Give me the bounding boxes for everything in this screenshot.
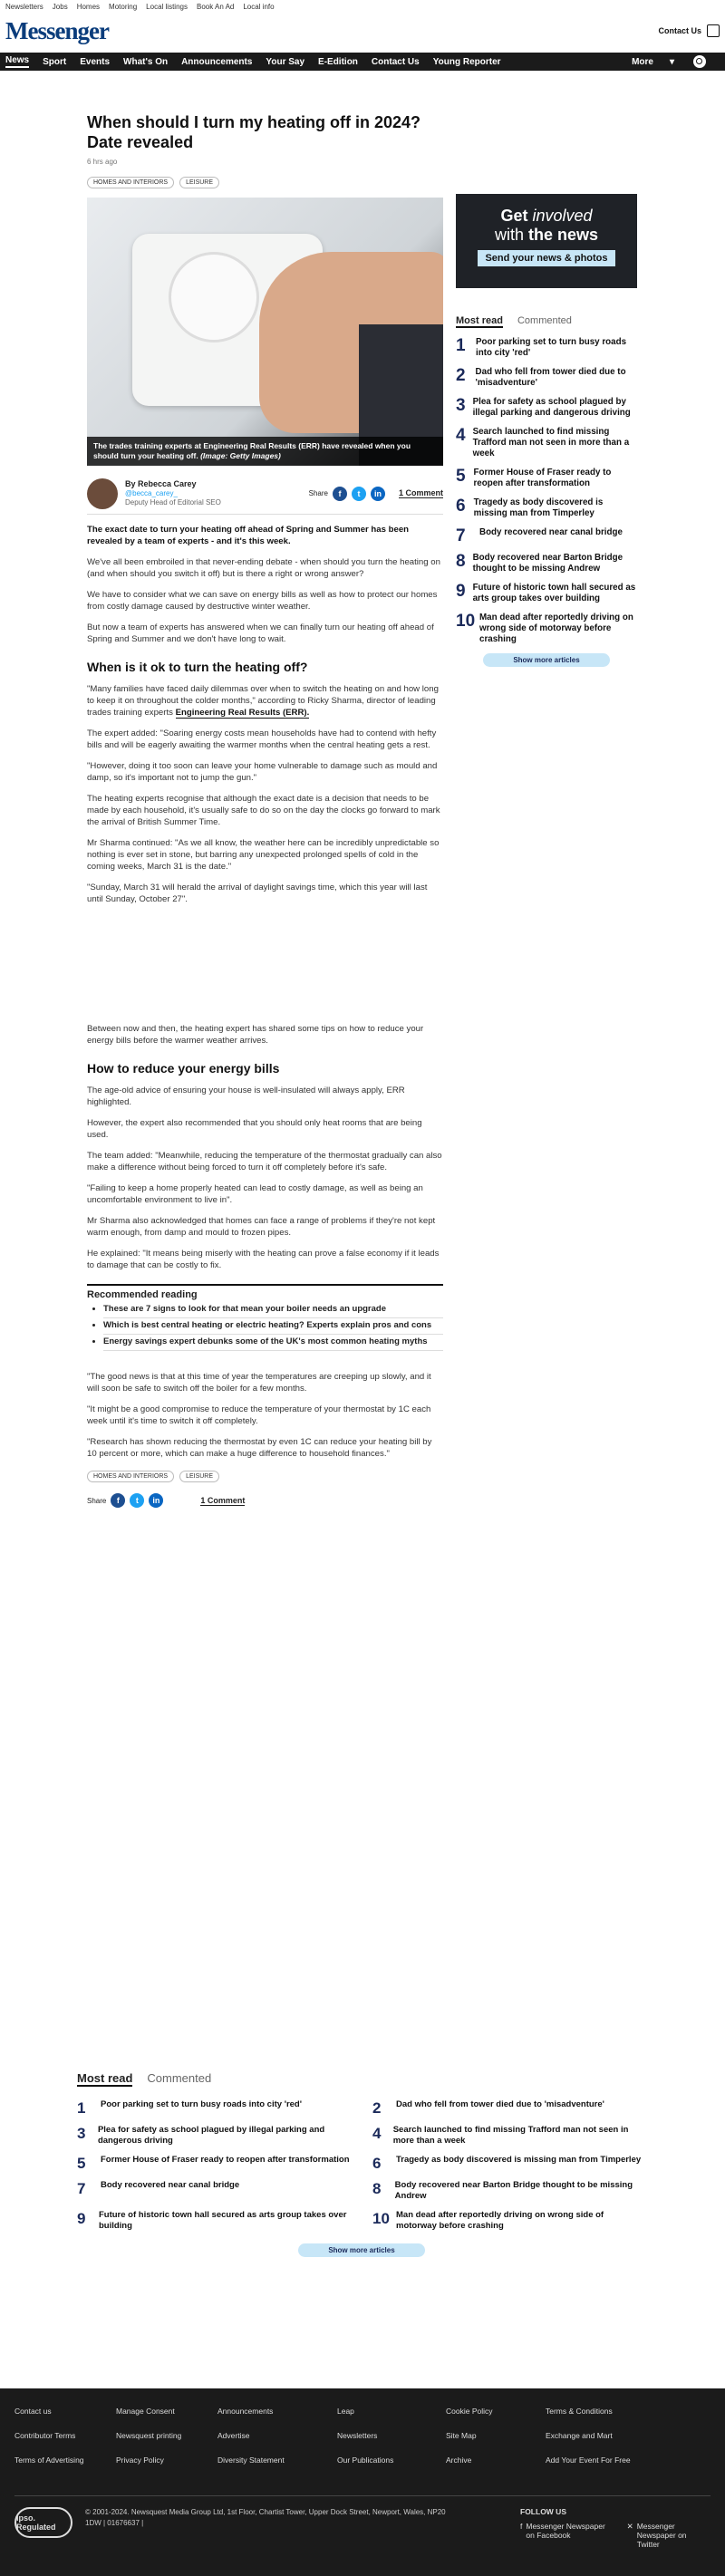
- list-item[interactable]: [456, 468, 637, 489]
- contact-us-link[interactable]: Contact Us: [658, 26, 701, 35]
- paragraph: The heating experts recognise that although the exact date is a decision that needs to be made by each household, it's usually safe to do so on the day the clocks go forward to mark the arrival of British Summer Time.: [87, 794, 440, 827]
- show-more-button[interactable]: Show more articles: [483, 653, 610, 667]
- paragraph: We've all been embroiled in that never-ending debate - when should you turn the heating on (and when should you switch it off) but is there a right or wrong answer?: [87, 557, 440, 579]
- most-read-list: [456, 337, 637, 667]
- headline[interactable]: Poor parking set to turn busy roads into city 'red': [476, 337, 627, 358]
- twitter-icon[interactable]: t: [352, 487, 366, 501]
- list-item[interactable]: [372, 2099, 646, 2117]
- list-item[interactable]: [456, 527, 637, 545]
- newspaper-icon[interactable]: [707, 24, 720, 37]
- recommended-reading: [87, 1284, 443, 1351]
- list-item[interactable]: [77, 2210, 351, 2232]
- paragraph: We have to consider what we can save on energy bills as well as how to protect our homes from costly damage caused by destructive winter weather.: [87, 590, 438, 612]
- author-handle[interactable]: @becca_carey_: [125, 489, 178, 497]
- headline[interactable]: Plea for safety as school plagued by illegal parking and dangerous driving: [472, 397, 631, 418]
- recommended-link[interactable]: • Which is best central heating or electric heating? Experts explain pros and cons: [103, 1320, 443, 1335]
- paragraph: "Research has shown reducing the thermostat by even 1C can reduce your heating bill by 10 percent or more, which can make a huge difference to household finances.": [87, 1437, 432, 1459]
- rank-number: 9: [77, 2210, 86, 2227]
- caption-credit: (Image: Getty Images): [200, 451, 281, 460]
- topbar-link[interactable]: Homes: [76, 2, 101, 11]
- nav-item-e-edition[interactable]: E-Edition: [318, 56, 358, 67]
- paragraph: The team added: "Meanwhile, reducing the temperature of the thermostat gradually can also make a difference without being forced to turn it off completely before it's safe.: [87, 1151, 442, 1172]
- facebook-follow-link[interactable]: [520, 2522, 609, 2549]
- headline[interactable]: Search launched to find missing Trafford man not seen in more than a week: [472, 427, 630, 458]
- caption-text: The trades training experts at Engineering Real Results (ERR) have revealed when you should turn your heating off.: [93, 441, 411, 460]
- headline[interactable]: Search launched to find missing Trafford man not seen in more than a week: [392, 2125, 629, 2146]
- rank-number: 10: [372, 2210, 390, 2227]
- top-utility-bar: [0, 0, 725, 13]
- promo-involved: involved: [532, 207, 593, 225]
- topbar-link[interactable]: Local info: [243, 2, 275, 11]
- topbar-link[interactable]: Jobs: [52, 2, 68, 11]
- topbar-link[interactable]: Local listings: [146, 2, 188, 11]
- list-item[interactable]: [372, 2155, 646, 2172]
- list-item[interactable]: [456, 367, 637, 389]
- footer-link[interactable]: Manage Consent: [116, 2407, 175, 2416]
- share-label: Share: [87, 1496, 107, 1505]
- follow-us: [520, 2507, 710, 2549]
- rank-number: 6: [456, 497, 466, 516]
- nav-item-contact-us[interactable]: Contact Us: [371, 56, 420, 67]
- most-read-tabs: [456, 315, 637, 328]
- rank-number: 5: [456, 467, 466, 486]
- rank-number: 9: [456, 582, 466, 601]
- list-item[interactable]: [456, 613, 637, 645]
- facebook-icon: f: [520, 2522, 523, 2531]
- rank-number: 6: [372, 2155, 382, 2172]
- article-tags-bottom: [87, 1471, 443, 1482]
- footer-link[interactable]: Announcements: [218, 2407, 274, 2416]
- rank-number: 10: [456, 612, 476, 631]
- list-item[interactable]: [456, 337, 637, 359]
- footer-link[interactable]: Add Your Event For Free: [546, 2455, 631, 2465]
- headline[interactable]: Poor parking set to turn busy roads into city 'red': [101, 2099, 302, 2109]
- nav-item-your-say[interactable]: Your Say: [266, 56, 305, 67]
- list-item[interactable]: [456, 397, 637, 419]
- paragraph: The expert added: "Soaring energy costs mean households have had to contend with hefty bills and will be eagerly awaiting the warmer months when the central heating gets a rest.: [87, 728, 437, 750]
- article-body: [87, 524, 443, 1508]
- tab-commented[interactable]: Commented: [517, 315, 572, 326]
- headline[interactable]: Tragedy as body discovered is missing man from Timperley: [473, 497, 604, 518]
- ad-slot: [87, 905, 443, 1014]
- tag-leisure[interactable]: LEISURE: [179, 1471, 219, 1482]
- headline[interactable]: Body recovered near canal bridge: [479, 527, 623, 537]
- masthead: [0, 13, 725, 49]
- tag-homes[interactable]: HOMES AND INTERIORS: [87, 177, 174, 188]
- paragraph: [87, 683, 443, 719]
- headline[interactable]: Plea for safety as school plagued by illegal parking and dangerous driving: [97, 2125, 325, 2146]
- comments-link[interactable]: 1 Comment: [398, 488, 443, 497]
- headline[interactable]: Body recovered near Barton Bridge thought to be missing Andrew: [472, 553, 624, 574]
- paragraph: He explained: "It means being miserly with the heating can prove a false economy if it leads to damage that can be costly to fix.: [87, 1249, 440, 1270]
- headline[interactable]: Body recovered near Barton Bridge thought to be missing Andrew: [394, 2180, 633, 2201]
- article-time: 6 hrs ago: [87, 158, 118, 166]
- err-link[interactable]: Engineering Real Results (ERR).: [175, 708, 310, 718]
- rank-number: 7: [456, 526, 466, 545]
- facebook-icon[interactable]: f: [333, 487, 347, 501]
- topbar-link[interactable]: Book An Ad: [196, 2, 235, 11]
- rank-number: 3: [77, 2125, 86, 2142]
- chevron-down-icon: ▾: [669, 56, 674, 67]
- footer-links: [0, 2388, 725, 2465]
- paragraph: But now a team of experts has answered when we can finally turn our heating off ahead of Spring and Summer and we don't have long to wait.: [87, 622, 434, 644]
- footer-bottom: [14, 2495, 710, 2566]
- facebook-icon[interactable]: f: [111, 1493, 125, 1508]
- headline[interactable]: Former House of Fraser ready to reopen after transformation: [101, 2155, 350, 2165]
- most-read-grid: [77, 2099, 646, 2240]
- rank-number: 3: [456, 396, 466, 415]
- avatar: [87, 478, 118, 509]
- bottom-most-read: [77, 2071, 646, 2257]
- comments-link[interactable]: 1 Comment: [200, 1495, 246, 1505]
- headline[interactable]: Dad who fell from tower died due to 'misadventure': [396, 2099, 604, 2109]
- sidebar: [456, 194, 637, 667]
- promo-get: Get: [500, 207, 528, 225]
- article-title: When should I turn my heating off in 2024? Date revealed: [87, 113, 421, 151]
- list-item[interactable]: [372, 2180, 646, 2202]
- most-read-tabs: [77, 2071, 646, 2087]
- tag-homes[interactable]: HOMES AND INTERIORS: [87, 1471, 174, 1482]
- rank-number: 1: [77, 2099, 86, 2117]
- tab-most-read[interactable]: Most read: [456, 315, 503, 326]
- nav-item-sport[interactable]: Sport: [43, 56, 67, 67]
- recommended-title: Recommended reading: [87, 1289, 198, 1300]
- search-icon[interactable]: [693, 55, 706, 68]
- recommended-link[interactable]: • These are 7 signs to look for that mean your boiler needs an upgrade: [103, 1304, 443, 1318]
- share-label: Share: [308, 489, 328, 497]
- site-logo[interactable]: Messenger: [5, 16, 109, 44]
- paragraph: "It might be a good compromise to reduce the temperature of your thermostat by 1C each week until it's time to switch it off completely.: [87, 1404, 431, 1426]
- footer-link[interactable]: Contact us: [14, 2407, 52, 2416]
- rank-number: 4: [456, 426, 466, 445]
- author-role: Deputy Head of Editorial SEO: [125, 498, 221, 507]
- footer-link[interactable]: Site Map: [446, 2431, 477, 2440]
- tab-most-read[interactable]: Most read: [77, 2071, 133, 2085]
- section-heading: How to reduce your energy bills: [87, 1061, 280, 1076]
- nav-more-button[interactable]: [632, 57, 688, 67]
- headline[interactable]: Future of historic town hall secured as arts group takes over building: [98, 2210, 347, 2231]
- show-more-button[interactable]: Show more articles: [298, 2243, 425, 2257]
- tab-commented[interactable]: Commented: [147, 2071, 212, 2085]
- footer-link[interactable]: Leap: [337, 2407, 354, 2416]
- twitter-icon: ✕: [626, 2522, 633, 2531]
- paragraph: "Sunday, March 31 will herald the arrival of daylight savings time, which this year will last until Sunday, October 27".: [87, 883, 428, 904]
- headline[interactable]: Dad who fell from tower died due to 'misadventure': [475, 367, 626, 388]
- send-news-button[interactable]: Send your news & photos: [478, 250, 614, 266]
- nav-item-young-reporter[interactable]: Young Reporter: [432, 56, 501, 67]
- rank-number: 2: [456, 366, 466, 385]
- linkedin-icon[interactable]: in: [371, 487, 385, 501]
- footer-link[interactable]: Newsletters: [337, 2431, 378, 2440]
- headline[interactable]: Tragedy as body discovered is missing man from Timperley: [396, 2155, 642, 2165]
- topbar-link[interactable]: Newsletters: [5, 2, 44, 11]
- footer-link[interactable]: Cookie Policy: [446, 2407, 493, 2416]
- paragraph: "The good news is that at this time of year the temperatures are creeping up slowly, and it will soon be safe to switch off the boiler for a few months.: [87, 1372, 431, 1394]
- promo-box: [456, 194, 637, 288]
- paragraph: Mr Sharma also acknowledged that homes can face a range of problems if they're not kept warm enough, from damp and mould to frozen pipes.: [87, 1216, 436, 1238]
- list-item[interactable]: [456, 427, 637, 459]
- headline[interactable]: Man dead after reportedly driving on wrong side of motorway before crashing: [479, 613, 633, 644]
- copyright: © 2001-2024. Newsquest Media Group Ltd, 1st Floor, Chartist Tower, Upper Dock Street, Newport, Wales, NP20 1DW | 01676637 |: [85, 2508, 446, 2527]
- byline: [87, 478, 443, 515]
- promo-with: with: [494, 226, 524, 244]
- share-bar-bottom: [87, 1493, 443, 1508]
- linkedin-icon[interactable]: in: [149, 1493, 163, 1508]
- share-bar: [309, 487, 443, 501]
- list-item[interactable]: [372, 2210, 646, 2232]
- rank-number: 5: [77, 2155, 86, 2172]
- nav-item-announcements[interactable]: Announcements: [181, 56, 253, 67]
- article-lead: The exact date to turn your heating off ahead of Spring and Summer has been revealed by a team of experts - and it's this week.: [87, 525, 410, 546]
- paragraph: However, the expert also recommended that you should only heat rooms that are being used.: [87, 1118, 422, 1140]
- thermostat-dial-illustration: [169, 252, 259, 343]
- topbar-link[interactable]: Motoring: [109, 2, 138, 11]
- list-item[interactable]: [77, 2125, 351, 2147]
- promo-subheading: [456, 226, 637, 245]
- rank-number: 8: [372, 2180, 382, 2197]
- list-item[interactable]: [77, 2099, 351, 2117]
- twitter-follow-label: Messenger Newspaper on Twitter: [636, 2522, 687, 2549]
- footer-link[interactable]: Terms of Advertising: [14, 2455, 84, 2465]
- rank-number: 1: [456, 336, 466, 355]
- section-heading: When is it ok to turn the heating off?: [87, 660, 308, 674]
- follow-us-title: FOLLOW US: [520, 2507, 566, 2516]
- nav-item-whats-on[interactable]: What's On: [123, 56, 169, 67]
- list-item[interactable]: [456, 583, 637, 604]
- list-item[interactable]: [456, 553, 637, 574]
- article-tags: [87, 177, 443, 188]
- recommended-link[interactable]: • Energy savings expert debunks some of the UK's most common heating myths: [103, 1336, 443, 1351]
- paragraph: "However, doing it too soon can leave your home vulnerable to damage such as mould and damp, so it's important not to jump the gun.": [87, 761, 438, 783]
- paragraph: "Failing to keep a home properly heated can lead to costly damage, as well as being an uncomfortable environment to live in".: [87, 1183, 423, 1205]
- footer-link[interactable]: Terms & Conditions: [546, 2407, 613, 2416]
- promo-the-news: the news: [528, 226, 599, 244]
- paragraph: Between now and then, the heating expert has shared some tips on how to reduce your energy bills before the warmer weather arrives.: [87, 1024, 424, 1046]
- nav-item-events[interactable]: Events: [80, 56, 111, 67]
- promo-heading: [456, 207, 637, 226]
- author-name[interactable]: By Rebecca Carey: [125, 479, 197, 488]
- headline[interactable]: Former House of Fraser ready to reopen after transformation: [473, 468, 612, 488]
- footer-link[interactable]: Contributor Terms: [14, 2431, 76, 2440]
- twitter-icon[interactable]: t: [130, 1493, 144, 1508]
- list-item[interactable]: [456, 497, 637, 519]
- list-item[interactable]: [77, 2155, 351, 2172]
- footer-link[interactable]: Advertise: [218, 2431, 250, 2440]
- hero-image: [87, 198, 443, 466]
- main-nav: [0, 53, 725, 71]
- headline[interactable]: Future of historic town hall secured as arts group takes over building: [472, 583, 636, 603]
- footer-link[interactable]: Archive: [446, 2455, 472, 2465]
- facebook-follow-label: Messenger Newspaper on Facebook: [526, 2522, 605, 2540]
- footer-link[interactable]: Privacy Policy: [116, 2455, 164, 2465]
- footer-link[interactable]: Exchange and Mart: [546, 2431, 613, 2440]
- footer-link[interactable]: Newsquest printing: [116, 2431, 182, 2440]
- rank-number: 4: [372, 2125, 382, 2142]
- headline[interactable]: Man dead after reportedly driving on wrong side of motorway before crashing: [396, 2210, 604, 2231]
- footer: [0, 2388, 725, 2576]
- paragraph: The age-old advice of ensuring your house is well-insulated will always apply, ERR highlighted.: [87, 1085, 405, 1107]
- image-caption: [87, 437, 443, 466]
- tag-leisure[interactable]: LEISURE: [179, 177, 219, 188]
- quote-text: "Many families have faced daily dilemmas over when to switch the heating on and how long to keep it on throughout the colder months," according to Ricky Sharma, director of leading trades training experts: [87, 684, 439, 718]
- rank-number: 7: [77, 2180, 86, 2197]
- headline[interactable]: Body recovered near canal bridge: [101, 2180, 240, 2190]
- rank-number: 8: [456, 552, 466, 571]
- footer-link[interactable]: Diversity Statement: [218, 2455, 285, 2465]
- paragraph: Mr Sharma continued: "As we all know, the weather here can be incredibly unpredictable so nothing is ever set in stone, but barring any unexpected prolonged spells of cold in the coming weeks, March 31 is the date.": [87, 838, 440, 872]
- footer-link[interactable]: Our Publications: [337, 2455, 394, 2465]
- ipso-logo[interactable]: ipso. Regulated: [14, 2507, 72, 2538]
- list-item[interactable]: [372, 2125, 646, 2147]
- rank-number: 2: [372, 2099, 382, 2117]
- article: [87, 112, 443, 1508]
- twitter-follow-link[interactable]: [627, 2522, 710, 2549]
- nav-more-label: More: [632, 56, 653, 67]
- nav-item-news[interactable]: News: [5, 55, 29, 68]
- list-item[interactable]: [77, 2180, 351, 2202]
